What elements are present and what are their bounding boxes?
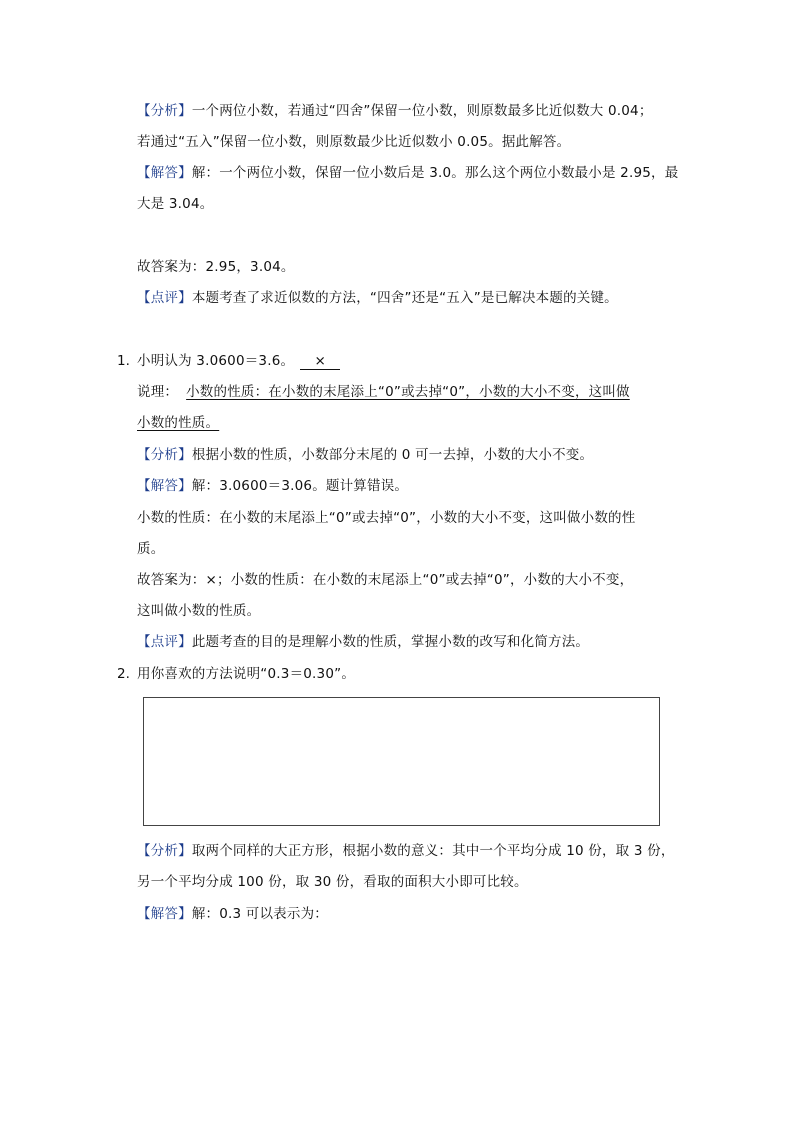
reason-line-2 <box>137 413 247 433</box>
q1-final-line-1: 故答案为：×；小数的性质：在小数的末尾添上“0”或去掉“0”，小数的大小不变， <box>137 572 634 588</box>
answer-blank: × <box>300 353 340 370</box>
answer-tag: 【解答】 <box>137 165 192 181</box>
reason-text-1: 小数的性质：在小数的末尾添上“0”或去掉“0”，小数的大小不变，这叫做 <box>186 384 630 400</box>
question-1-stem <box>137 351 340 371</box>
answer-text: 解：3.0600＝3.06。题计算错误。 <box>191 478 409 494</box>
answer-text: 解：一个两位小数，保留一位小数后是 3.0。那么这个两位小数最小是 2.95，最 <box>191 165 679 181</box>
q1-analysis-line <box>137 445 593 465</box>
question-number-1: 1. <box>117 353 130 369</box>
answer-tag: 【解答】 <box>137 478 192 494</box>
q1-answer-line <box>137 476 408 496</box>
answer-box <box>143 697 660 826</box>
analysis-text: 取两个同样的大正方形，根据小数的意义：其中一个平均分成 10 份，取 3 份， <box>191 843 675 859</box>
property-line-1: 小数的性质：在小数的末尾添上“0”或去掉“0”，小数的大小不变，这叫做小数的性 <box>137 510 636 526</box>
q2-analysis-line-2: 另一个平均分成 100 份，取 30 份，看取的面积大小即可比较。 <box>137 874 528 890</box>
reason-line-1 <box>137 382 630 402</box>
analysis-text: 根据小数的性质，小数部分末尾的 0 可一去掉，小数的大小不变。 <box>191 447 594 463</box>
analysis-line-2: 若通过“五入”保留一位小数，则原数最少比近似数小 0.05。据此解答。 <box>137 134 571 150</box>
reason-text-2: 小数的性质。 <box>137 415 220 431</box>
final-answer: 故答案为：2.95，3.04。 <box>137 259 295 275</box>
answer-line-2: 大是 3.04。 <box>137 196 214 212</box>
reason-label: 说理： <box>137 384 179 400</box>
analysis-tag: 【分析】 <box>137 843 192 859</box>
question-number-2: 2. <box>117 666 130 682</box>
q1-final-line-2: 这叫做小数的性质。 <box>137 603 261 619</box>
comment-text: 本题考查了求近似数的方法，“四舍”还是“五入”是已解决本题的关键。 <box>191 290 618 306</box>
comment-tag: 【点评】 <box>137 634 192 650</box>
analysis-tag: 【分析】 <box>137 447 192 463</box>
analysis-text: 一个两位小数，若通过“四舍”保留一位小数，则原数最多比近似数大 0.04； <box>191 103 653 119</box>
comment-line <box>137 288 618 308</box>
comment-tag: 【点评】 <box>137 290 192 306</box>
question-1-text: 小明认为 3.0600＝3.6。 <box>137 353 295 369</box>
analysis-line-1 <box>137 101 653 121</box>
comment-text: 此题考查的目的是理解小数的性质，掌握小数的改写和化简方法。 <box>191 634 590 650</box>
answer-tag: 【解答】 <box>137 906 192 922</box>
q1-comment-line <box>137 632 589 652</box>
q2-answer-line <box>137 904 328 924</box>
property-line-2: 质。 <box>137 541 165 557</box>
analysis-tag: 【分析】 <box>137 103 192 119</box>
answer-text: 解：0.3 可以表示为： <box>191 906 328 922</box>
question-2-stem: 用你喜欢的方法说明“0.3＝0.30”。 <box>137 666 356 682</box>
q2-analysis-line-1 <box>137 841 675 861</box>
answer-line-1 <box>137 163 678 183</box>
